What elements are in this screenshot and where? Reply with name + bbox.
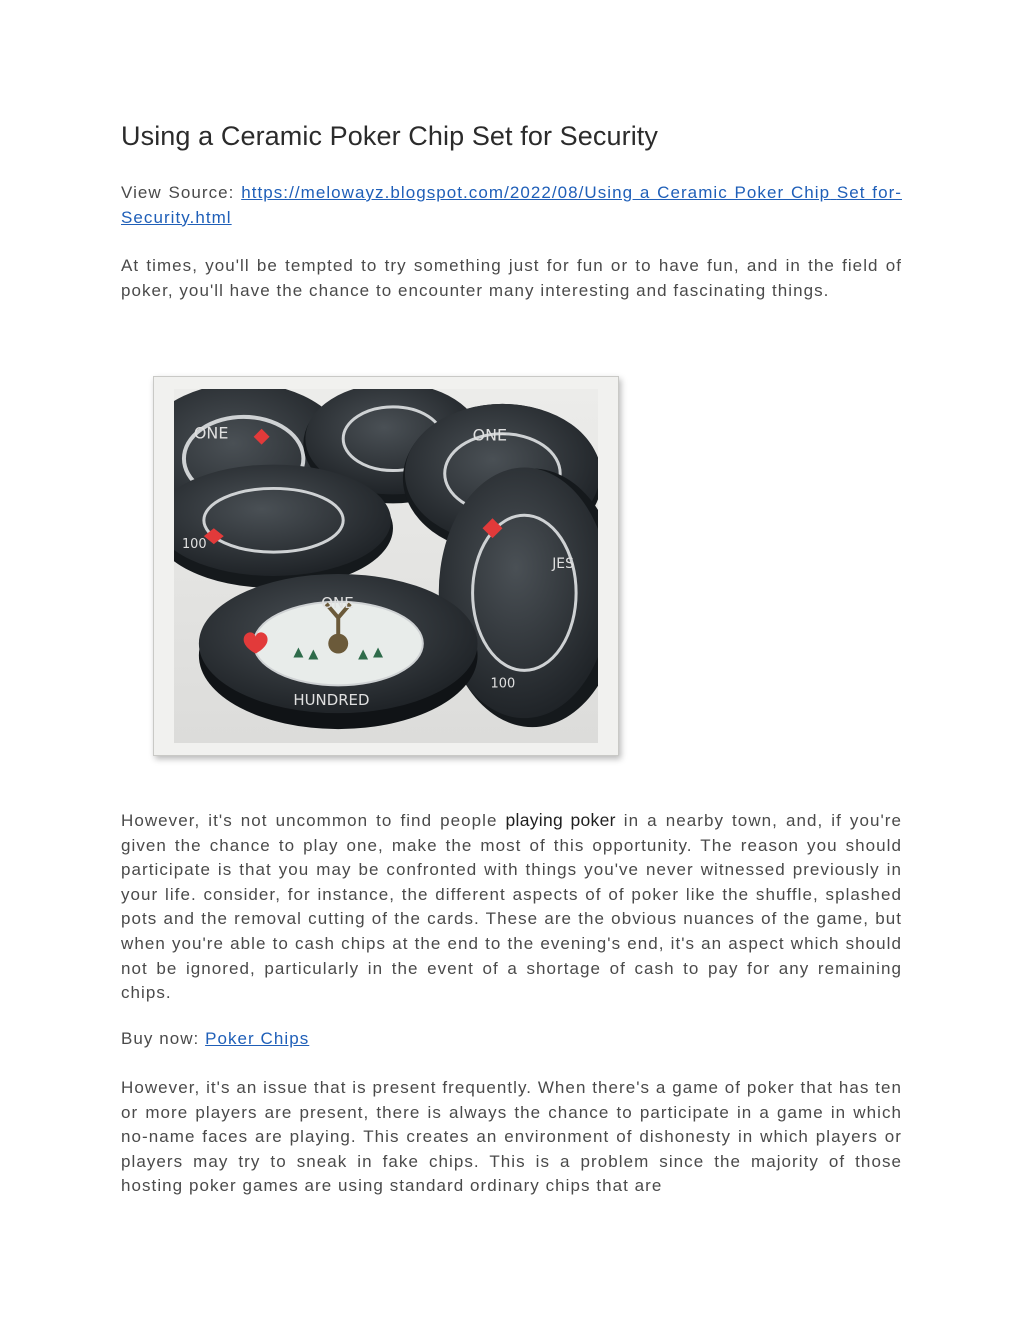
chip-label-100-a: 100	[181, 537, 207, 553]
poker-chips-link[interactable]: Poker Chips	[205, 1029, 310, 1048]
chip-label-one-b: ONE	[472, 425, 508, 445]
body-rest: in a nearby town, and, if you're given the chance to play one, make the most of this opportunity. The reason you should participate is that you may be confronted with things you've never witnessed previously in your life. consider, for instance, the different aspects of of poker like the shuffle, splashed pots and the removal cutting of the cards. These are the obvious nuances of the game, but when you're able to cash chips at the end to the evening's end, it's an aspect which should not be ignored, particularly in the event of a shortage of cash to pay for any remaining chips.	[121, 811, 902, 1003]
poker-chips-illustration	[174, 389, 598, 743]
buy-now-line	[121, 1027, 902, 1052]
view-source-line	[121, 181, 902, 230]
playing-poker-highlight: playing poker	[505, 810, 616, 830]
chip-label-one-a: ONE	[193, 423, 229, 443]
chip-front	[199, 574, 478, 729]
chip-label-one-c: ONE	[321, 593, 354, 612]
chip-label-100-b: 100	[490, 676, 516, 692]
chip-label-hundred: HUNDRED	[293, 691, 370, 710]
view-source-label: View Source:	[121, 183, 242, 202]
poker-chips-photo	[153, 376, 619, 756]
chip-label-jes: JES	[552, 555, 574, 572]
body-paragraph-2: However, it's an issue that is present frequently. When there's a game of poker that has ten or more players are present, there is always the chance to participate in a game in which no-name faces are playing. This creates an environment of dishonesty in which players or players may try to sneak in fake chips. This is a problem since the majority of those hosting poker games are using standard ordinary chips that are	[121, 1078, 902, 1196]
body-lead: However, it's not uncommon to find people	[121, 811, 506, 830]
view-source-url-line2: Set for-Security.html	[121, 183, 902, 227]
buy-now-label: Buy now:	[121, 1029, 206, 1048]
intro-paragraph: At times, you'll be tempted to try something just for fun or to have fun, and in the field of poker, you'll have the chance to encounter many interesting and fascinating things.	[121, 256, 902, 300]
view-source-url-line1: https://melowayz.blogspot.com/2022/08/Using a Ceramic Poker Chip	[241, 183, 831, 202]
page-title: Using a Ceramic Poker Chip Set for Security	[121, 121, 658, 151]
body-paragraph-1	[121, 808, 902, 1006]
